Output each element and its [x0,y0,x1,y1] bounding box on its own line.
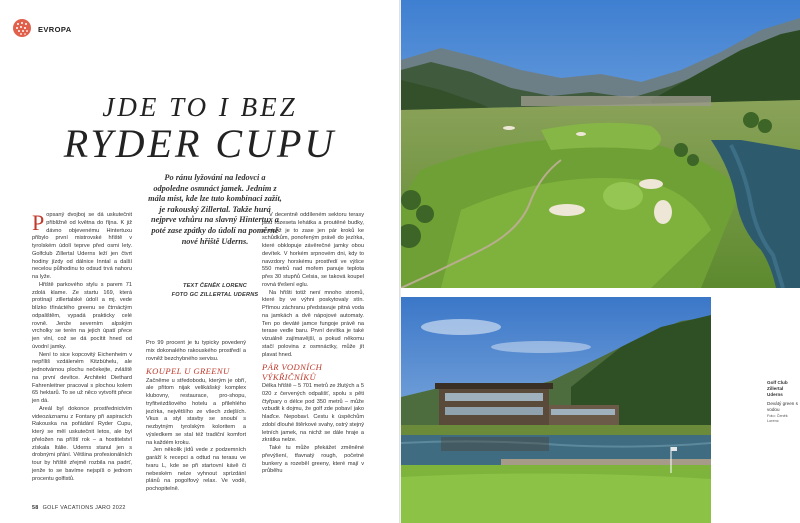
headline-line-1: JDE TO I BEZ [102,92,298,122]
section-tag: EVROPA [38,25,72,34]
paragraph: Není to sice kopcovitý Eichenheim v nepříliš vzdáleném Kitzbühelu, ale jednotvárnou plochu nečekejte, zvláště na první devítce. Architekt Diethard Fahrenleitner pracoval s plochou kolem 65 hektarů. To se už něco vytvořit přece jen dá. [32,351,132,404]
paragraph: Hřiště parkového stylu s parem 71 zdolá klame. Ze startu 169, která protínají zillertalské údolí a mj. vede blízko třináctého greenu se čtrnáctým odpalištěm, vypadá prakticky celé rovně. Jenže severním alpským vrcholky se terén na jejich úpatí přece jen vlní, což se dá pocítit hned od úvodní jamky. [32,281,132,350]
headline-line-2: RYDER CUPU [63,121,337,166]
subheading: PÁR VODNÍCH VÝKŘIČNÍKŮ [262,362,323,382]
aerial-golf-course-photo [401,0,800,288]
paragraph: V decentně oddíleném sektoru terasy jsou rozeseta lehátka a proutěné budky, z nichž je to zase jen pár kroků ke schůdkům, ponořeným právě do jezírka, které obklopuje závěrečné jamky obou devítek. V horkém srpnovém dni, kdy to navzdory horskému prostředí ve výšce 550 metrů nad mořem panuje teplota přes 30 stupňů Celsia, se taková koupel rovná třešení eglu. [262,212,364,288]
page-number: 58 [32,505,39,511]
subheading: KOUPEL U GREENU [146,366,230,377]
caption-photo-credit: Foto: Čeněk Lorenc [767,413,788,423]
body-column-1 [32,212,132,483]
paragraph: Začněme u středobodu, kterým je obří, ale přitom nijak velikášský komplex klubovny, restaurace, pro-shopu, tryfitvézdšového hotelu a přilehlého jezírka, největšího ze všech zdejších. Vkus a styl stavby se snoubí s nezbytným tyrolským koloritem a výsledkem se stal též tradiční komfort na každém kroku. [146,377,246,446]
page-footer [32,505,126,511]
lead-paragraph: Po ránu lyžování na ledovci a odpoledne osmnáct jamek. Jedním z mála míst, kde lze tuto kombinaci zažít, je rakouský Zillertal. Takže hurá nejprve vzhůru na slavný Hintertux a poté zase zpátky do údolí na poměrně nové hřiště Uderns. [148,173,282,246]
clubhouse-lake-photo [401,297,711,523]
paragraph: Také tu může překážet změněné převýšení, tfavnatý rough, početné bunkery a rozeběl greeny, které mají v průběhu [262,445,364,475]
paragraph: Na hřišti totiž není mnoho stromů, které by ve výhni poskytovaly stín. Přímou záchranu představuje pitná voda na jamkách a dvě nápojové automaty. Ten po deváté jamce fungoje právě na terase vedle baru. První devítka je také vizuálně zajímavější, a pokud někomu stačí polovina z osmnáctky, může jít plavat hned. [262,289,364,358]
paragraph: Jen několik jídů vede z podzemních garáží k recepci a odtud na terasu ve tvaru L, kde se při startovní kávě či nebeském nelze vyhnout sprízdání plánů na pogolfový relax. Ve vodě, pochopitelně. [146,447,246,493]
paragraph: Popsaný dvojboj se dá uskutečnit přibližně od května do října. K již dávno objevenému Hintertuxu přibylo první mistrovské hřiště v tyrolském údolí teprve před osmi lety. Golfclub Zillertal Uderns leží jen čtvrt hodiny jízdy od dálnice Inntal a další necelou půlhodinu to odsud trvá nahoru na lyže. [32,210,132,280]
caption-title: Golf Club Zillertal Uderns [767,380,788,397]
magazine-name: GOLF VACATIONS JARO 2022 [42,505,126,511]
photo-caption [767,380,799,424]
paragraph: Areál byl dokonce prostřednictvím videozáznamu z Fontany při aspiracích Rakouska na pořádání Ryder Cupu, který se měl uskutečnit letos, ale byl přeložen na příští rok – a hostitelství získala Itálie. Uderns stanul jen s drobnými přání. Většina profesionálních tour by hřiště zřejmě rozbila na padrť, jenže to se bavíme nejspíš o jednom procentu golfistů. [32,405,132,482]
right-page [401,0,800,523]
golf-ball-icon [12,18,32,38]
photo-credit: FOTO GC ZILLERTAL UDERNS [171,292,259,298]
body-column-2 [146,340,246,494]
paragraph: Délka hřiště – 5 701 metrů ze žlutých a 5 020 z červených odpališť, spolu s pěti čtyřpary o délce pod 350 metrů – může vzbudit k dojmu, že golf zde pobaví jako hlaďce. Nepobaví. Cestu k úspěchům zdobí dlouhé štěrkové svahy, ostrý stejný letních jamek, na nichž se dále hraje a zkrátka nelze. [262,383,364,444]
caption-text: Devátý green s vodou [767,401,798,413]
text-credit: TEXT ČENĚK LORENC [182,283,247,289]
drop-cap: P [32,210,45,235]
body-column-3 [262,212,364,476]
paragraph: Pro 99 procent je tu typicky povedený mix dokonalého rakouského prostředí a rovněž bezchybného servisu. [146,340,246,362]
